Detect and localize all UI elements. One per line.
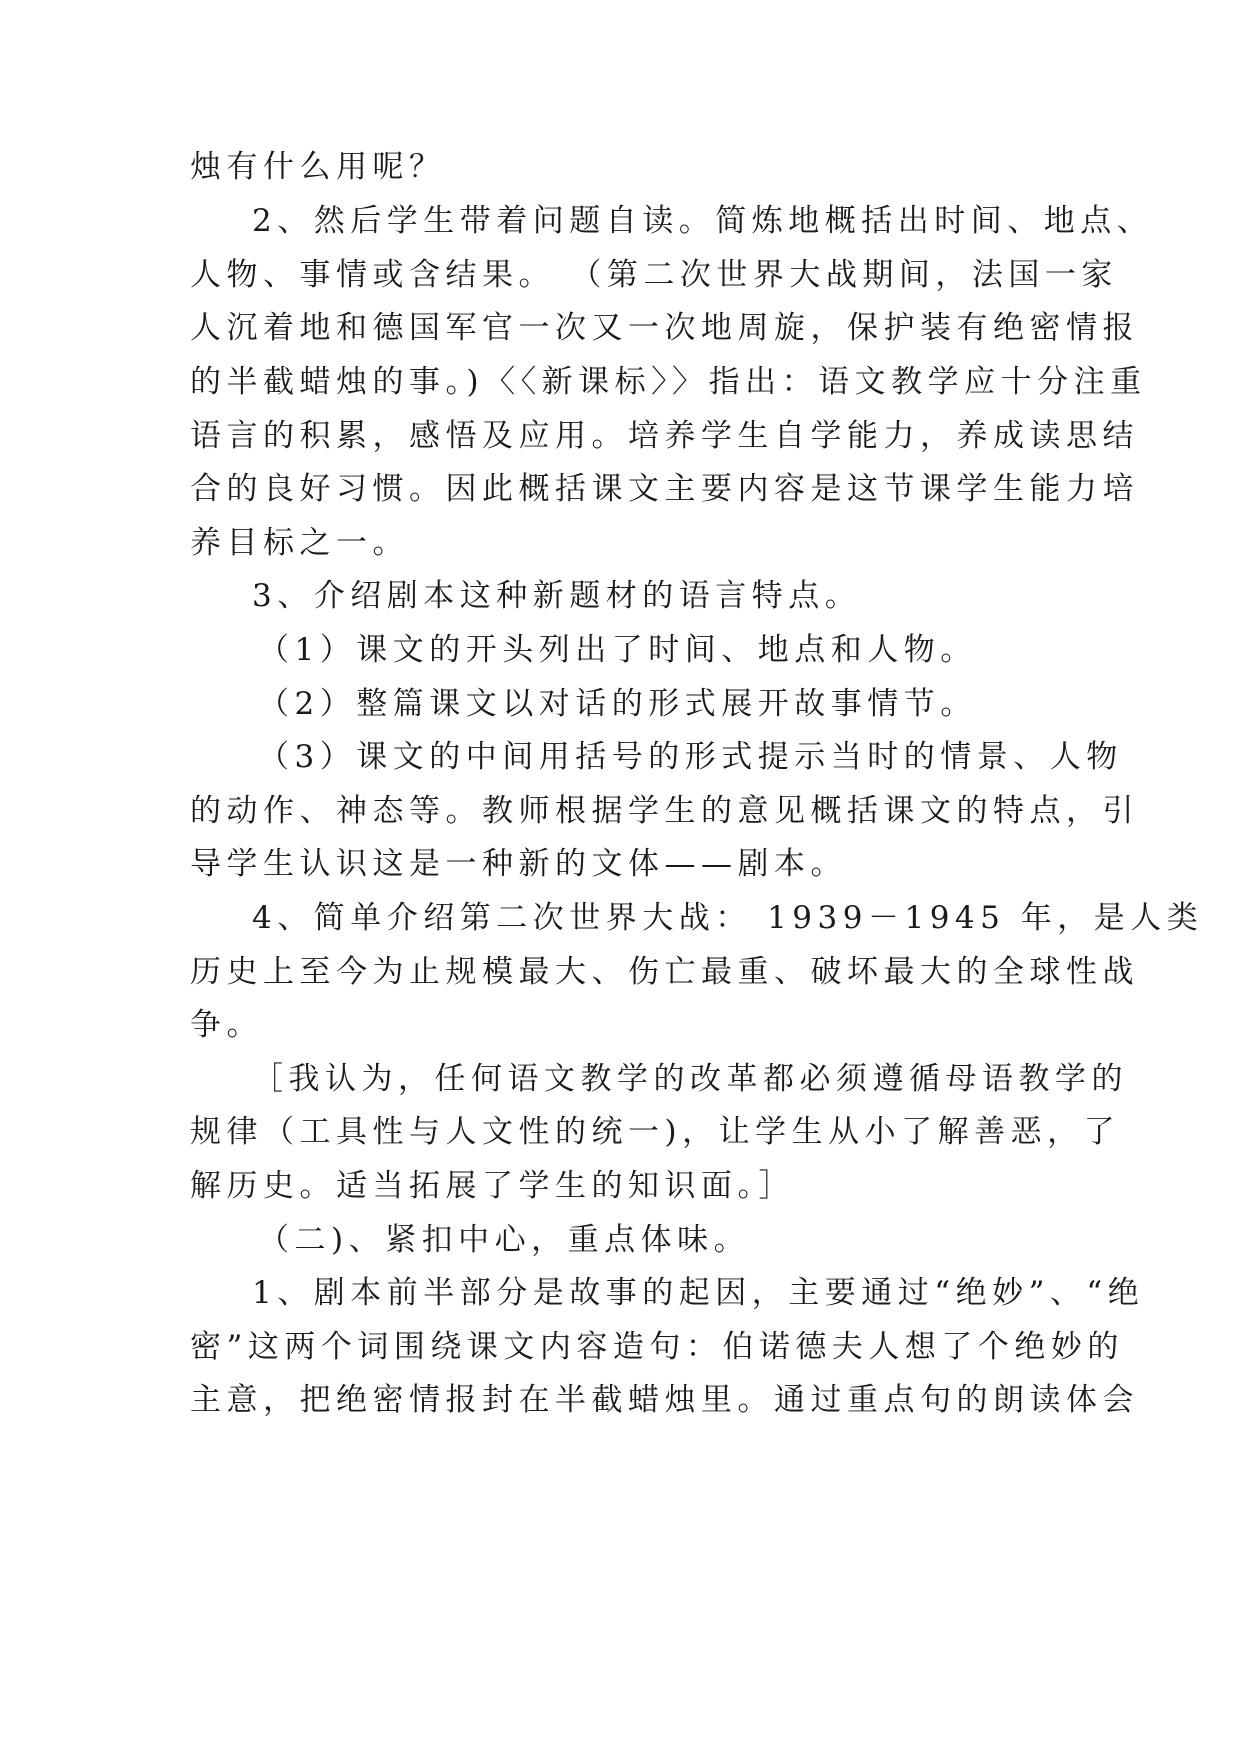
text-line: 密”这两个词围绕课文内容造句：伯诺德夫人想了个绝妙的 [190,1329,1124,1365]
text-line: 烛有什么用呢？ [190,149,446,185]
text-line: 规律（工具性与人文性的统一)，让学生从小了解善恶，了 [190,1114,1121,1150]
text-line: 的动作、神态等。教师根据学生的意见概括课文的特点，引 [190,793,1139,829]
text-line: 合的良好习惯。因此概括课文主要内容是这节课学生能力培 [190,471,1139,507]
list-item: （1）课文的开头列出了时间、地点和人物。 [258,632,977,668]
text-line: 主意，把绝密情报封在半截蜡烛里。通过重点句的朗读体会 [190,1382,1139,1418]
text-line: 人物、事情或含结果。 （第二次世界大战期间，法国一家 [190,257,1118,293]
text-line: 2、然后学生带着问题自读。简炼地概括出时间、地点、 [252,203,1154,239]
section-heading: （二)、紧扣中心，重点体味。 [258,1222,751,1258]
text-line: ［我认为，任何语文教学的改革都必须遵循母语教学的 [252,1061,1128,1097]
list-item: （2）整篇课文以对话的形式展开故事情节。 [258,686,977,722]
section-heading: 3、介绍剧本这种新题材的语言特点。 [252,578,862,614]
text-line: 的半截蜡烛的事。)〈〈新课标〉〉指出：语文教学应十分注重 [190,364,1147,400]
text-line: 导学生认识这是一种新的文体——剧本。 [190,846,847,882]
text-line: 历史上至今为止规模最大、伤亡最重、破坏最大的全球性战 [190,954,1139,990]
text-line: 语言的积累，感悟及应用。培养学生自学能力，养成读思结 [190,418,1139,454]
text-line: 人沉着地和德国军官一次又一次地周旋，保护装有绝密情报 [190,310,1139,346]
text-line: 1、剧本前半部分是故事的起因，主要通过“绝妙”、“绝 [252,1275,1145,1311]
text-line: 解历史。适当拓展了学生的知识面。］ [190,1168,795,1204]
text-line: 养目标之一。 [190,525,409,561]
text-line: 争。 [190,1007,263,1043]
list-item: （3）课文的中间用括号的形式提示当时的情景、人物 [258,739,1123,775]
section-heading: 4、简单介绍第二次世界大战： 1939－1945 年，是人类 [252,900,1204,936]
